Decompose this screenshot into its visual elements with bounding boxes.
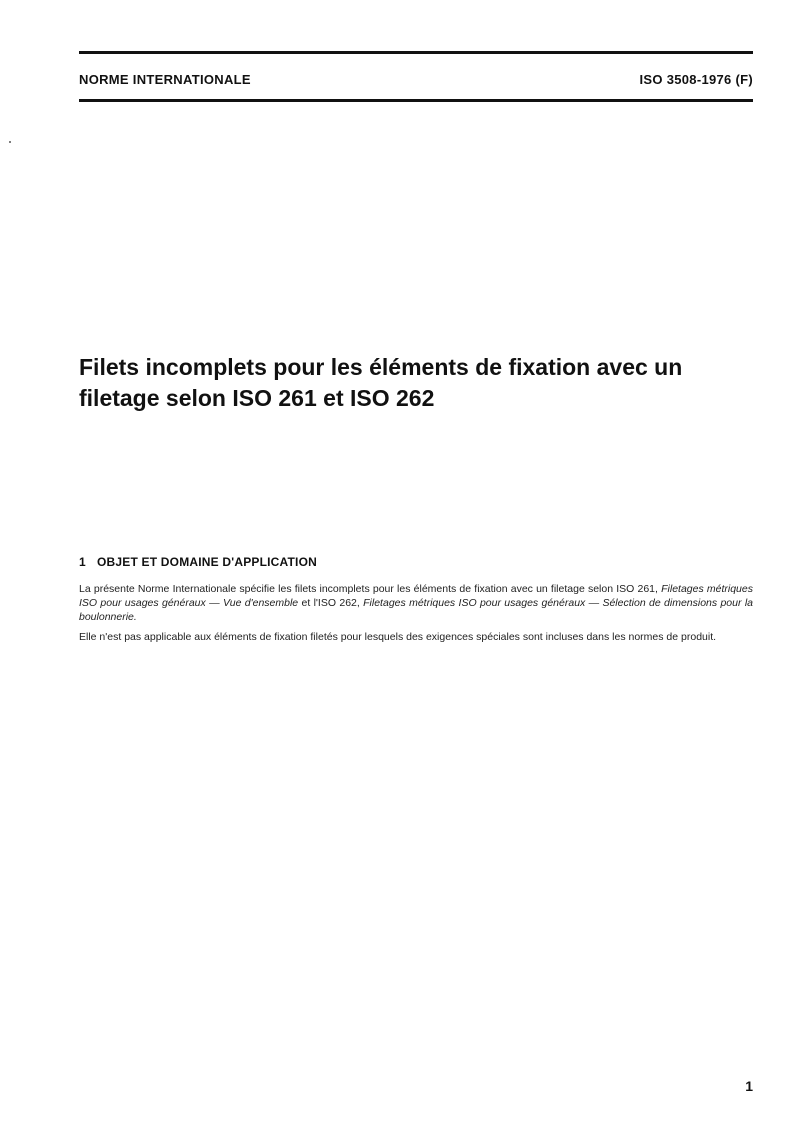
para1-text-1: La présente Norme Internationale spécifie les filets incomplets pour les éléments de fixation avec un filetage selon ISO 261, [79, 583, 662, 595]
page-number: 1 [745, 1078, 753, 1094]
document-type-label: NORME INTERNATIONALE [79, 72, 251, 87]
exclusion-paragraph: Elle n'est pas applicable aux éléments de fixation filetés pour lesquels des exigences spéciales sont incluses dans les normes de produit. [79, 631, 717, 643]
para1-reference-iso261: Filetages métriques ISO pour usages généraux — Vue d'ensemble [79, 583, 753, 609]
para1-reference-iso262: Filetages métriques ISO pour usages généraux — Sélection de dimensions pour la boulonnerie. [79, 597, 753, 623]
section-title: OBJET ET DOMAINE D'APPLICATION [97, 555, 317, 569]
section-number: 1 [79, 555, 86, 569]
scan-speck [9, 141, 11, 143]
title-line-1: Filets incomplets pour les éléments de fixation avec un [79, 354, 683, 380]
title-line-2: filetage selon ISO 261 et ISO 262 [79, 385, 435, 411]
para1-text-2: et l'ISO 262, [298, 597, 364, 609]
document-title [79, 352, 719, 414]
header-bottom-rule [79, 99, 753, 102]
scope-paragraph [79, 582, 753, 624]
standard-reference: ISO 3508-1976 (F) [639, 72, 753, 87]
header-top-rule [79, 51, 753, 54]
section-scope [79, 555, 753, 650]
section-heading [79, 555, 753, 569]
